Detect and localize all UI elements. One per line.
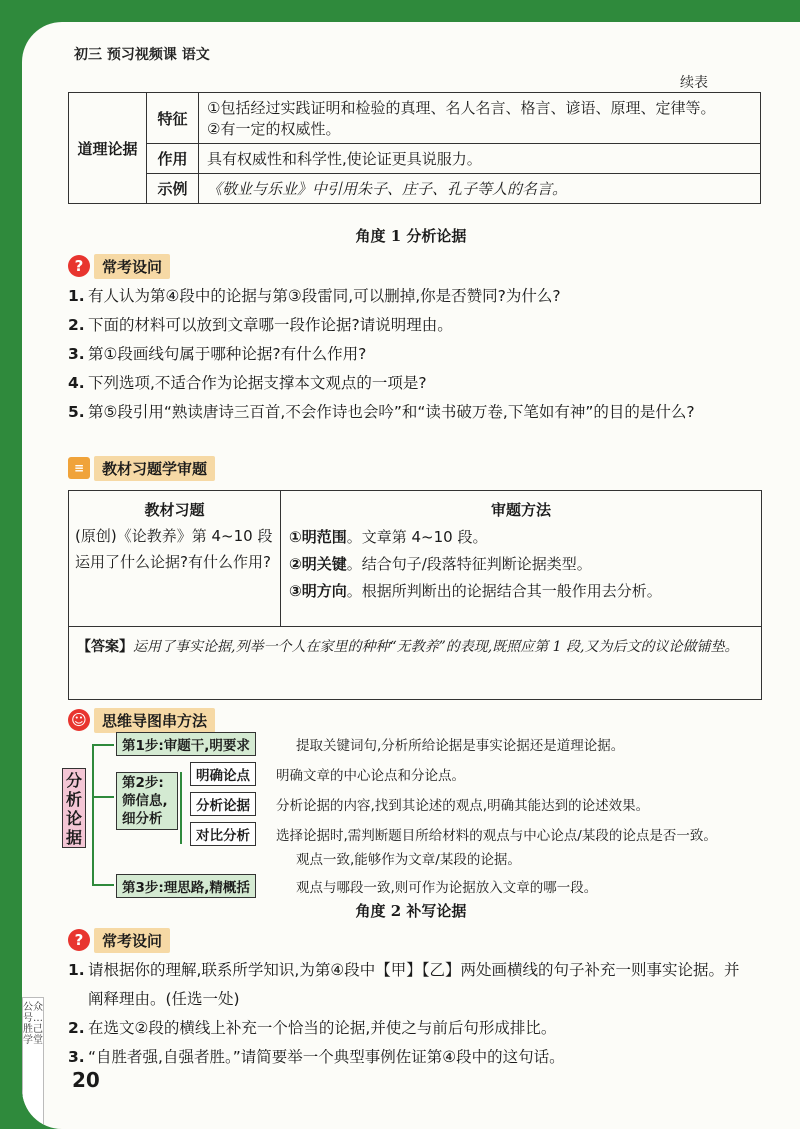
section-badge-textbook <box>68 456 215 480</box>
q-text: 第①段画线句属于哪种论据?有什么作用? <box>88 345 367 363</box>
argument-table <box>68 92 761 204</box>
q-text: “自胜者强,自强者胜。”请简要举一个典型事例佐证第④段中的这句话。 <box>88 1048 565 1066</box>
badge-label: 思维导图串方法 <box>94 708 215 733</box>
table-row-label: 作用 <box>147 144 199 174</box>
col-header: 审题方法 <box>490 501 551 519</box>
connector <box>92 744 94 886</box>
cell-line: ①包括经过实践证明和检验的真理、名人名言、格言、谚语、原理、定律等。 <box>207 99 716 117</box>
step1-node: 第1步:审题干,明要求 <box>116 732 256 756</box>
page <box>22 22 800 1129</box>
q-text: 请根据你的理解,联系所学知识,为第④段中【甲】【乙】两处画横线的句子补充一则事实论据。并阐释理由。(任选一处) <box>88 961 740 1008</box>
q-num: 3. <box>68 345 85 363</box>
mind-map <box>62 732 782 902</box>
section-badge-common-questions <box>68 254 170 278</box>
list-item <box>68 311 768 340</box>
step3-node: 第3步:理思路,精概括 <box>116 874 256 898</box>
connector <box>92 744 114 746</box>
question-list-2 <box>68 956 768 1072</box>
person-icon: ☺ <box>68 709 90 731</box>
table-cell: 具有权威性和科学性,使论证更具说服力。 <box>199 144 761 174</box>
mindmap-root: 分析论据 <box>62 768 86 848</box>
table-row-label: 示例 <box>147 174 199 204</box>
connector <box>92 884 114 886</box>
badge-label: 常考设问 <box>94 254 170 279</box>
badge-label: 教材习题学审题 <box>94 456 215 481</box>
step2-node: 第2步:筛信息,细分析 <box>116 772 178 830</box>
list-item <box>68 398 768 427</box>
method-item <box>289 578 753 605</box>
q-text: 第⑤段引用“熟读唐诗三百首,不会作诗也会吟”和“读书破万卷,下笔如有神”的目的是什么? <box>88 403 695 421</box>
section-badge-common-questions-2 <box>68 928 170 952</box>
list-item <box>68 1043 768 1072</box>
q-text: 下列选项,不适合作为论据支撑本文观点的一项是? <box>88 374 427 392</box>
side-strip: 公众号…胜己学堂 <box>22 997 44 1127</box>
angle-title-2: 角度 2 补写论据 <box>355 902 467 920</box>
table-row-label: 特征 <box>147 93 199 144</box>
step2-item-node: 分析论据 <box>190 792 256 816</box>
step2-item-node: 明确论点 <box>190 762 256 786</box>
list-item <box>68 282 768 311</box>
q-num: 2. <box>68 316 85 334</box>
q-text: 有人认为第④段中的论据与第③段雷同,可以删掉,你是否赞同?为什么? <box>88 287 561 305</box>
list-item <box>68 1014 768 1043</box>
continued-label: 续表 <box>680 75 708 91</box>
method-key: ②明关键 <box>289 555 347 573</box>
table-cell: 《敬业与乐业》中引用朱子、庄子、孔子等人的名言。 <box>199 174 761 204</box>
answer-text: 运用了事实论据,列举一个人在家里的种种“无教养”的表现,既照应第 1 段,又为后文的议论做铺垫。 <box>133 639 739 655</box>
section-badge-mindmap <box>68 708 215 732</box>
page-number: 20 <box>72 1068 100 1092</box>
connector <box>180 772 182 844</box>
method-col <box>281 491 761 626</box>
q-text: 在选文②段的横线上补充一个恰当的论据,并使之与前后句形成排比。 <box>88 1019 557 1037</box>
table-category: 道理论据 <box>69 93 147 204</box>
method-key: ①明范围 <box>289 528 347 546</box>
question-icon: ? <box>68 255 90 277</box>
answer-block <box>69 626 761 699</box>
method-key: ③明方向 <box>289 582 347 600</box>
q-num: 3. <box>68 1048 85 1066</box>
list-item <box>68 369 768 398</box>
col-header: 教材习题 <box>144 501 205 519</box>
q-text: 下面的材料可以放到文章哪一段作论据?请说明理由。 <box>88 316 453 334</box>
method-item <box>289 524 753 551</box>
step2-item-text: 选择论据时,需判断题目所给材料的观点与中心论点/某段的论点是否一致。 <box>276 828 717 844</box>
step2-item-text: 分析论据的内容,找到其论述的观点,明确其能达到的论述效果。 <box>276 798 650 814</box>
page-header: 初三 预习视频课 语文 <box>74 47 210 63</box>
step2-item-text: 明确文章的中心论点和分论点。 <box>276 768 465 784</box>
method-text: 。结合句子/段落特征判断论据类型。 <box>346 555 592 573</box>
method-text: 。文章第 4~10 段。 <box>346 528 488 546</box>
q-num: 4. <box>68 374 85 392</box>
cell-line: ②有一定的权威性。 <box>207 120 341 138</box>
textbook-question-col <box>69 491 281 626</box>
q-num: 2. <box>68 1019 85 1037</box>
step2-extra-text: 观点一致,能够作为文章/某段的论据。 <box>296 852 521 868</box>
list-item <box>68 956 768 1014</box>
table-cell <box>199 93 761 144</box>
connector <box>92 796 114 798</box>
textbook-question-text: (原创)《论教养》第 4~10 段运用了什么论据?有什么作用? <box>75 527 273 571</box>
badge-label: 常考设问 <box>94 928 170 953</box>
step2-item-node: 对比分析 <box>190 822 256 846</box>
q-num: 1. <box>68 961 85 979</box>
method-item <box>289 551 753 578</box>
step1-text: 提取关键词句,分析所给论据是事实论据还是道理论据。 <box>296 738 625 754</box>
angle-title-1: 角度 1 分析论据 <box>355 227 467 245</box>
method-text: 。根据所判断出的论据结合其一般作用去分析。 <box>346 582 662 600</box>
notebook-icon: ≡ <box>68 457 90 479</box>
q-num: 5. <box>68 403 85 421</box>
q-num: 1. <box>68 287 85 305</box>
textbook-box <box>68 490 762 700</box>
step3-text: 观点与哪段一致,则可作为论据放入文章的哪一段。 <box>296 880 598 896</box>
question-icon: ? <box>68 929 90 951</box>
list-item <box>68 340 768 369</box>
answer-label: 【答案】 <box>77 639 133 655</box>
question-list-1 <box>68 282 768 427</box>
